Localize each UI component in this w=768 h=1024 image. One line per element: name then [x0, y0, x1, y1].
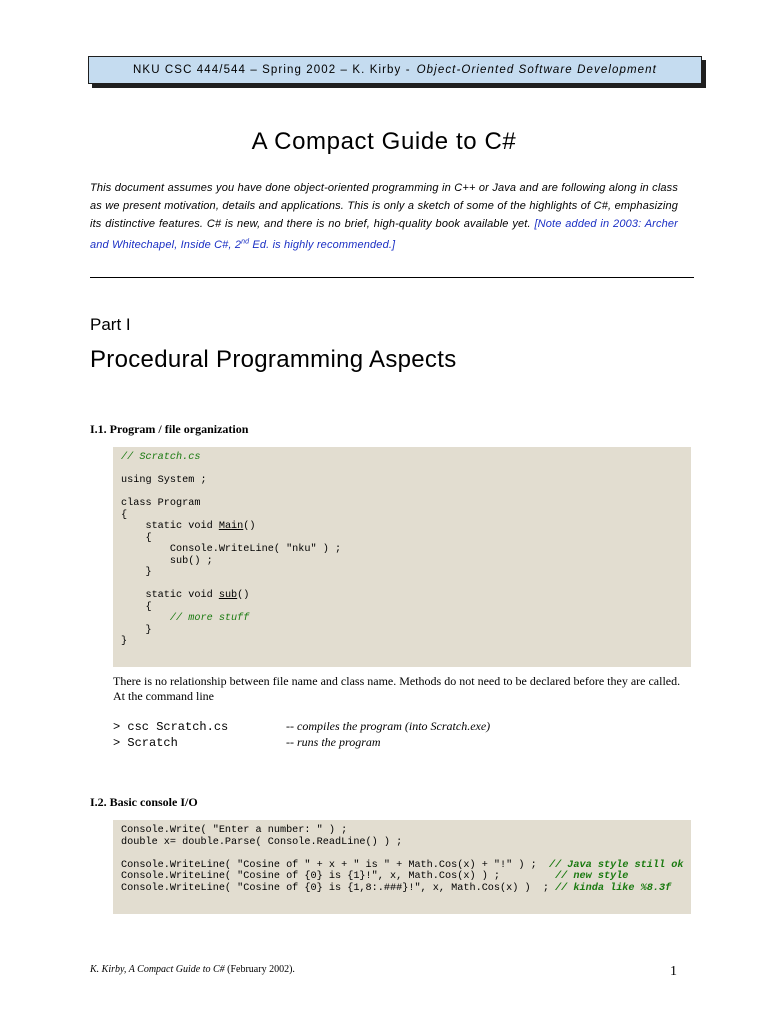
- code-line: Console.WriteLine( "Cosine of {0} is {1}!", x, Math.Cos(x) ) ; // new style: [121, 871, 629, 882]
- command-description: -- runs the program: [286, 735, 381, 749]
- code-line: static void sub(): [121, 590, 250, 601]
- code-line: Console.WriteLine( "Cosine of " + x + " is " + Math.Cos(x) + "!" ) ; // Java style still ok: [121, 859, 684, 871]
- code-line: static void Main(): [121, 521, 256, 532]
- code-line: {: [121, 509, 128, 521]
- command-text: > csc Scratch.cs: [113, 720, 229, 734]
- code-line: Console.WriteLine( "Cosine of {0} is {1,8:.###}!", x, Math.Cos(x) ) ; // kinda like %8.3f: [121, 882, 672, 894]
- code-line: {: [121, 532, 152, 544]
- document-title: A Compact Guide to C#: [251, 128, 517, 155]
- course-info: NKU CSC 444/544 – Spring 2002 – K. Kirby -: [133, 64, 411, 76]
- course-subtitle: Object-Oriented Software Development: [416, 64, 657, 76]
- section-heading-program-organization: I.1. Program / file organization: [90, 422, 249, 436]
- intro-paragraph: [90, 179, 678, 254]
- command-line-compile: [113, 719, 490, 734]
- code-line: // Scratch.cs: [121, 452, 201, 463]
- course-banner: [88, 56, 702, 84]
- command-description: -- compiles the program (into Scratch.exe): [286, 719, 491, 733]
- command-line-run: [113, 735, 381, 750]
- footer-citation: K. Kirby, A Compact Guide to C# (February 2002).: [90, 964, 295, 975]
- code-block-scratch: [113, 447, 691, 667]
- code-line: Console.WriteLine( "nku" ) ;: [121, 544, 342, 555]
- code-line: {: [121, 601, 152, 613]
- code-line: }: [121, 624, 152, 636]
- part-label: Part I: [90, 315, 131, 334]
- code-line: // more stuff: [121, 613, 250, 624]
- command-text: > Scratch: [113, 736, 178, 750]
- code-line: Console.Write( "Enter a number: " ) ;: [121, 825, 348, 836]
- horizontal-rule: [90, 277, 694, 278]
- section-heading-console-io: I.2. Basic console I/O: [90, 795, 198, 809]
- code-line: using System ;: [121, 475, 207, 486]
- code-line: double x= double.Parse( Console.ReadLine() ) ;: [121, 836, 403, 848]
- part-title: Procedural Programming Aspects: [90, 346, 457, 373]
- page-number: 1: [670, 964, 677, 979]
- code-line: sub() ;: [121, 555, 213, 567]
- code-line: }: [121, 567, 152, 578]
- intro-text: This document assumes you have done object-oriented programming in C++ or Java and are following along in class as we present motivation, details and applications. This is only a sketch of some of the highlights of C#, emphasizing its distinctive features. C# is new, and there is no brief, high-quality book available yet.: [90, 182, 678, 230]
- intro-note: [Note added in 2003: Archer and Whitechapel, Inside C#, 2nd Ed. is highly recommended.]: [90, 218, 678, 251]
- code-line: class Program: [121, 498, 201, 509]
- code-line: }: [121, 636, 128, 647]
- file-organization-paragraph: There is no relationship between file name and class name. Methods do not need to be declared before they are called. At the command line: [113, 674, 681, 703]
- code-block-console-io: [113, 820, 691, 914]
